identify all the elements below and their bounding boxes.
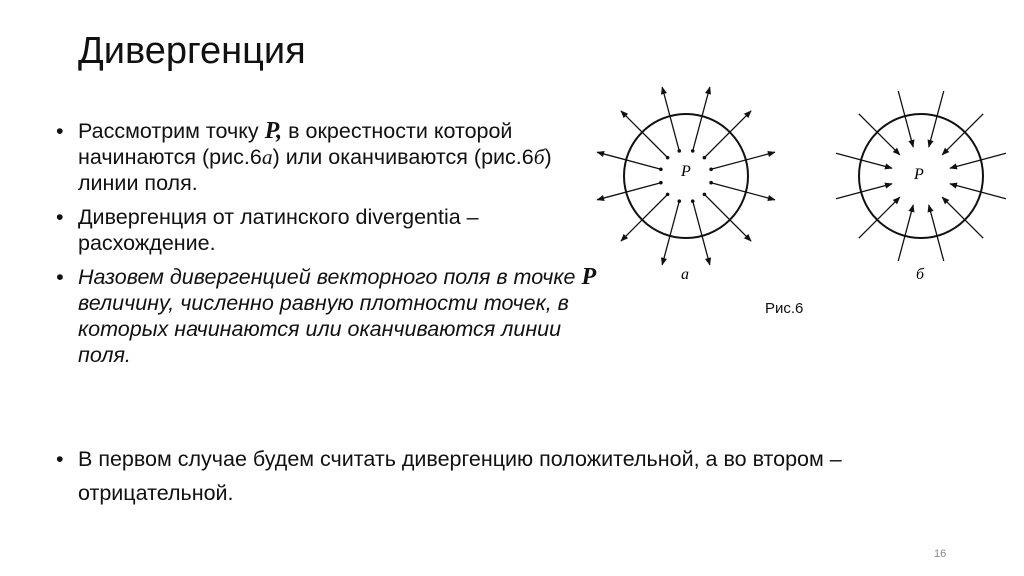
field-line-outward [662, 87, 679, 151]
bullet-1-text-d: ) линии поля. [78, 145, 552, 195]
diagram-a [597, 87, 775, 283]
sublabel-b: б [916, 266, 925, 283]
point-label-a: P [681, 163, 691, 180]
bullet-3 [54, 264, 599, 368]
field-line-inward [836, 184, 892, 199]
source-dot [709, 167, 713, 171]
diagram-b [836, 91, 1006, 283]
bullet-4 [54, 442, 978, 510]
field-line-inward [929, 91, 944, 147]
point-p-label: P, [264, 118, 283, 144]
field-line-outward [621, 111, 668, 158]
page-number: 16 [934, 548, 947, 560]
source-dot [666, 193, 670, 197]
fig-ref-b: б [533, 145, 545, 169]
field-line-outward [704, 194, 751, 241]
point-p-label-2: P [581, 264, 597, 290]
fig-ref-a: а [261, 145, 273, 169]
field-line-inward [929, 205, 944, 261]
figure-caption: Рис.6 [765, 300, 804, 317]
field-line-outward [662, 201, 679, 265]
field-line-outward [693, 87, 710, 151]
field-line-outward [597, 183, 661, 200]
source-dot [666, 156, 670, 160]
bullet-1-text-a: Рассмотрим точку [78, 119, 265, 143]
bullet-4-text: В первом случае будем считать дивергенцию положительной, а во втором – отрицательной. [78, 447, 842, 505]
source-dot [677, 199, 681, 203]
bullet-1-text-c: ) или оканчиваются (рис.6 [272, 145, 534, 169]
source-dot [659, 167, 663, 171]
source-dot [691, 149, 695, 153]
point-label-b: P [914, 166, 924, 183]
source-dot [677, 149, 681, 153]
source-dot [659, 181, 663, 185]
source-dot [703, 193, 707, 197]
field-line-inward [836, 153, 892, 168]
bullet-1 [54, 118, 599, 196]
field-line-outward [693, 201, 710, 265]
field-line-inward [898, 91, 913, 147]
source-dot [691, 199, 695, 203]
slide-title: Дивергенция [78, 30, 306, 72]
bullet-list [54, 118, 599, 376]
field-line-outward [704, 111, 751, 158]
bullet-1-text-b: в окрестности которой начинаются (рис.6 [78, 119, 513, 169]
field-line-outward [621, 194, 668, 241]
source-dot [703, 156, 707, 160]
field-line-outward [597, 152, 661, 169]
bullet-2-text: Дивергенция от латинского divergentia – расхождение. [78, 205, 479, 255]
bullet-3-text-b: величину, численно равную плотности точек, в которых начинаются или оканчиваются линии поля. [78, 291, 569, 367]
field-lines-figure [596, 84, 1016, 314]
source-dot [709, 181, 713, 185]
sublabel-a: а [681, 266, 689, 283]
bullet-3-text-a: Назовем дивергенцией векторного поля в точке [78, 265, 582, 289]
bullet-2 [54, 204, 599, 256]
field-line-inward [950, 153, 1006, 168]
field-line-outward [711, 183, 775, 200]
field-line-inward [950, 184, 1006, 199]
field-line-outward [711, 152, 775, 169]
field-line-inward [898, 205, 913, 261]
